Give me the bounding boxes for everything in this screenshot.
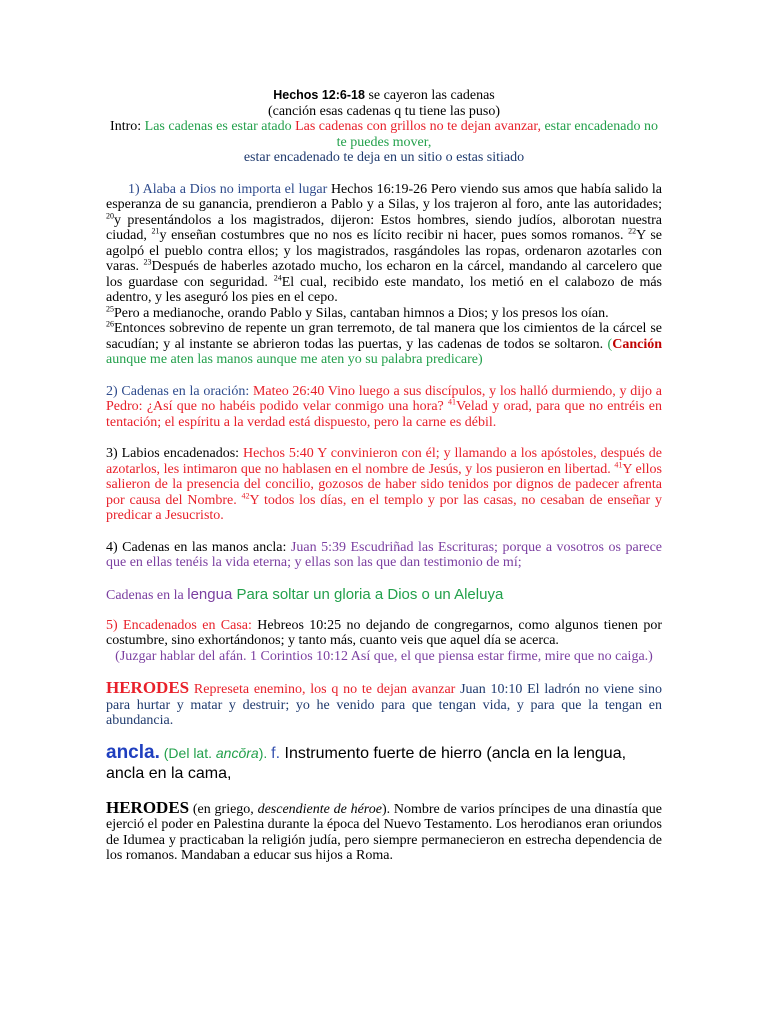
verse-number: 42 (241, 490, 250, 500)
verse-text: Y se agolpó el pueblo contra ellos; y los magistrados, rasgándoles las ropas, ordenaron azotarles con varas. (106, 228, 662, 274)
verse-text: El cual, recibido este mandato, los metió en el calabozo de más adentro, y les aseguró los pies en el cepo. (106, 274, 662, 305)
ancla-definition (106, 743, 662, 784)
intro-part-b: Las cadenas con grillos no te dejan avanzar, (295, 119, 545, 134)
verse-number: 21 (151, 226, 160, 236)
verse-text: Pero a medianoche, orando Pablo y Silas, cantaban himnos a Dios; y los presos los oían. (114, 305, 609, 321)
verse-text: Juan 5:39 Escudriñad las Escrituras; porque a vosotros os parece que en ellas tenéis la vida eterna; y ellas son las que dan testimonio de mí; (106, 539, 662, 570)
lengua-word: lengua (187, 585, 233, 603)
section-5 (106, 618, 662, 649)
verse-number: 20 (106, 210, 114, 220)
ancla-etym: (Del lat. (159, 744, 216, 761)
verse-text: Entonces sobrevino de repente un gran terremoto, de tal manera que los cimientos de la cárcel se sacudían; y al instante se abrieron todas las puertas, y las cadenas de todos se soltaron. (106, 321, 662, 352)
verse-text: y presentándolos a los magistrados, dijeron: Estos hombres, siendo judíos, alborotan nuestra ciudad, (106, 212, 662, 243)
section-3 (106, 446, 662, 524)
ancla-etym-latin: ancŏra (215, 744, 259, 761)
intro (106, 119, 662, 150)
section-4-heading: 4) Cadenas en las manos ancla: (106, 539, 291, 555)
verse-text: y enseñan costumbres que no nos es lícito recibir ni hacer, pues somos romanos. (159, 228, 629, 243)
verse-number: 25 (106, 303, 114, 313)
document-page (106, 88, 662, 864)
section-1-heading: 1) Alaba a Dios no importa el lugar (128, 181, 328, 197)
verse-number: 26 (106, 319, 114, 329)
verse-text: Hebreos 10:25 no dejando de congregarnos, como algunos tienen por costumbre, sino exhortándonos; y tanto más, cuanto veis que aquel día se acerca. (106, 617, 662, 648)
verse-text: Velad y orad, para que no entréis en tentación; el espíritu a la verdad está dispuesto, pero la carne es débil. (106, 399, 663, 430)
verse-text: Hechos 5:40 Y convinieron con él; y llamando a los apóstoles, después de azotarlos, les intimaron que no hablasen en el nombre de Jesús, y los pusieron en libertad. (106, 446, 662, 477)
verse-text: Hechos 16:19-26 Pero viendo sus amos que había salido la esperanza de su ganancia, prendieron a Pablo y a Silas, y los trajeron al foro, ante las autoridades; (106, 181, 662, 212)
herodes-desc: Represeta enemino, los q no te dejan avanzar (189, 682, 461, 697)
song-text: aunque me aten las manos aunque me aten yo su palabra predicare) (106, 352, 483, 367)
section-5-note: (Juzgar hablar del afán. 1 Corintios 10:12 Así que, el que piensa estar firme, mire que no caiga.) (115, 648, 653, 664)
ancla-text: Instrumento fuerte de hierro (ancla en la lengua, ancla en la cama, (106, 744, 627, 782)
subtitle: (canción esas cadenas q tu tiene las puso) (267, 103, 501, 119)
section-2 (106, 384, 662, 431)
verse-number: 22 (628, 226, 637, 236)
verse-text: Y ellos salieron de la presencia del concilio, gozosos de haber sido tenidos por dignos de padecer afrenta por causa del Nombre. (106, 461, 662, 508)
ancla-heading: ancla. (106, 741, 160, 763)
page-title (106, 88, 662, 104)
lengua-prefix: Cadenas en la (106, 587, 188, 603)
ancla-etym-end: ). (258, 744, 272, 761)
intro-label: Intro: (110, 119, 145, 134)
section-1 (106, 182, 662, 368)
title-text: se cayeron las cadenas (364, 88, 495, 103)
lengua-text: Para soltar un gloria a Dios o un Aleluya (232, 585, 504, 603)
ancla-gender: f. (271, 744, 281, 762)
lengua-line (106, 585, 662, 606)
song-paren: ( (607, 336, 613, 352)
section-2-heading: 2) Cadenas en la oración: (106, 383, 253, 399)
song-label: Canción (612, 336, 662, 352)
herodes-meaning: descendiente de héroe (257, 801, 382, 817)
verse-text: Juan 10:10 El ladrón no viene sino para hurtar y matar y destruir; yo he venido para que tengan vida, y para que la tengan en abundancia. (106, 682, 662, 728)
verse-text: Mateo 26:40 Vino luego a sus discípulos, y los halló durmiendo, y dijo a Pedro: ¿Así que no habéis podido velar conmigo una hora? (106, 383, 662, 414)
intro-part-a: Las cadenas es estar atado (144, 119, 296, 134)
herodes-heading-2: HERODES (106, 797, 190, 817)
herodes-text: (en griego, (189, 801, 258, 817)
verse-number: 41 (614, 459, 623, 469)
section-5-heading: 5) Encadenados en Casa: (106, 617, 258, 633)
section-3-heading: 3) Labios encadenados: (106, 446, 243, 461)
verse-text: Y todos los días, en el templo y por las casas, no cesaban de enseñar y predicar a Jesucristo. (106, 492, 662, 523)
intro-line-2: estar encadenado te deja en un sitio o estas sitiado (243, 150, 525, 165)
herodes-text: ). Nombre de varios príncipes de una dinastía que ejerció el poder en Palestina durante la época del Nuevo Testamento. Los herodianos eran oriundos de Idumea y practicaban la religión judía, pero siempre permanecieron en estrecha dependencia de los romanos. Mandaban a educar sus hijos a Roma. (106, 801, 662, 863)
verse-text: Después de haberles azotado mucho, los echaron en la cárcel, mandando al carcelero que los guardase con seguridad. (106, 259, 662, 290)
verse-number: 23 (143, 257, 152, 267)
section-4 (106, 540, 662, 571)
verse-number: 41 (448, 397, 457, 407)
title-reference: Hechos 12:6-18 (273, 88, 365, 102)
herodes-heading: HERODES (106, 678, 190, 697)
herodes-paragraph-1 (106, 680, 662, 729)
intro-part-c: estar encadenado no te puedes mover, (336, 119, 658, 150)
herodes-paragraph-2 (106, 797, 662, 864)
verse-number: 24 (273, 272, 282, 282)
